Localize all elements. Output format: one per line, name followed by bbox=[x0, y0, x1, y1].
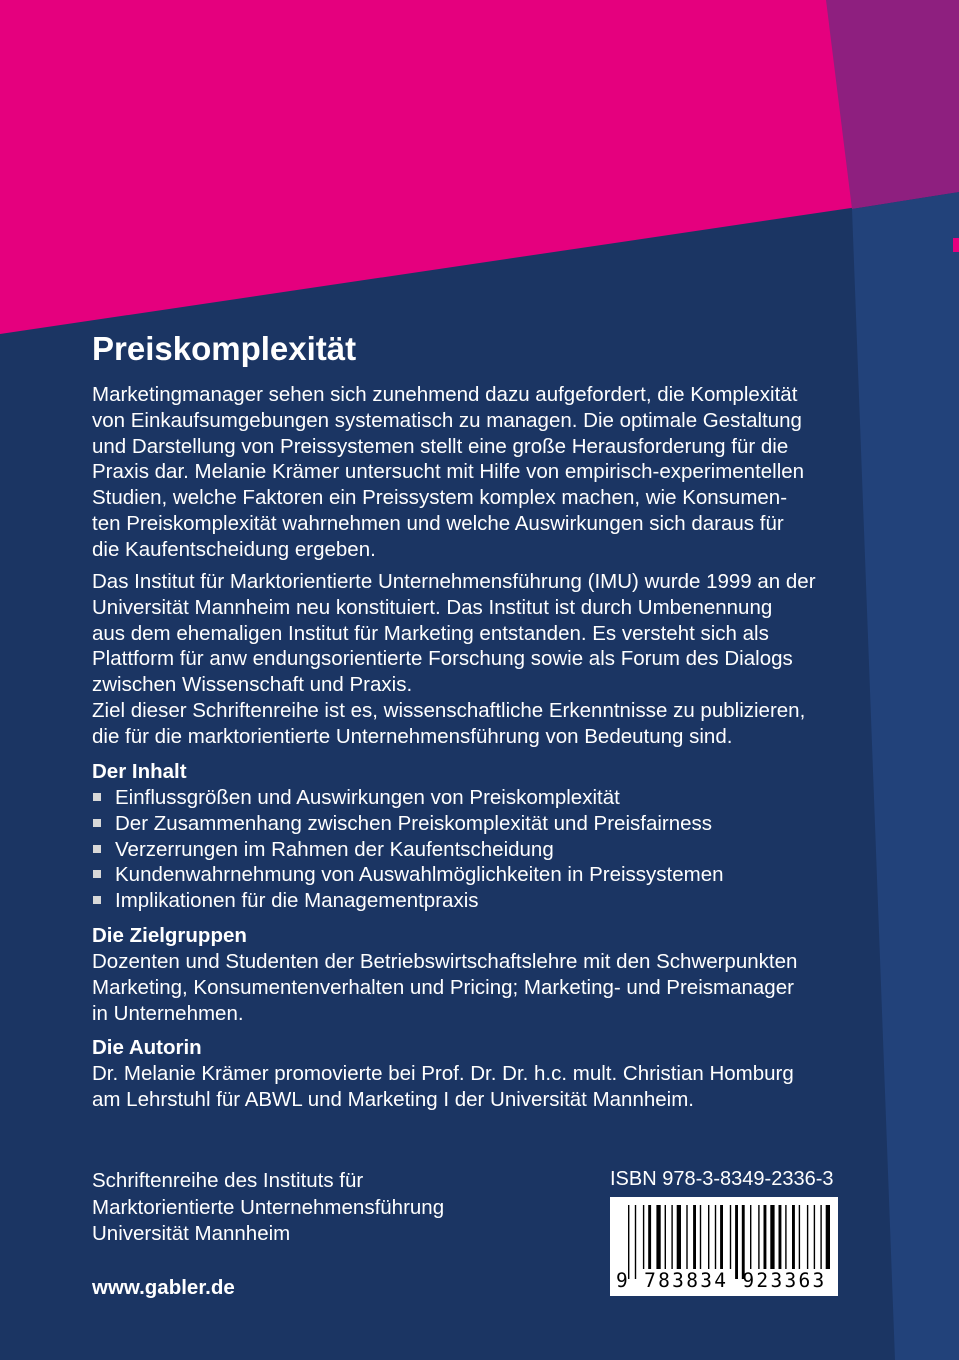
intro-line: und Darstellung von Preissystemen stellt eine große Herausforderung für die bbox=[92, 434, 789, 458]
autorin-heading: Die Autorin bbox=[92, 1036, 202, 1059]
intro-line: Studien, welche Faktoren ein Preissystem komplex machen, wie Konsumen- bbox=[92, 486, 788, 510]
list-item bbox=[92, 837, 724, 863]
barcode-bar bbox=[785, 1205, 786, 1269]
list-item-text: Kundenwahrnehmung von Auswahlmöglichkeiten in Preissystemen bbox=[115, 863, 724, 887]
list-item bbox=[92, 888, 724, 914]
institute-line: die für die marktorientierte Unternehmensführung von Bedeutung sind. bbox=[92, 724, 733, 748]
publisher-url: www.gabler.de bbox=[92, 1276, 235, 1299]
bullet-square-icon bbox=[93, 793, 101, 801]
barcode-bar bbox=[643, 1205, 644, 1269]
inhalt-heading: Der Inhalt bbox=[92, 760, 187, 783]
bullet-square-icon bbox=[93, 819, 101, 827]
intro-line: von Einkaufsumgebungen systematisch zu managen. Die optimale Gestaltung bbox=[92, 408, 802, 432]
zielgruppen-heading: Die Zielgruppen bbox=[92, 924, 247, 947]
barcode-bar bbox=[648, 1205, 651, 1269]
intro-paragraph bbox=[92, 382, 804, 563]
institute-line: Ziel dieser Schriftenreihe ist es, wissenschaftliche Erkenntnisse zu publizieren, bbox=[92, 698, 806, 722]
series-line: Marktorientierte Unternehmensführung bbox=[92, 1195, 445, 1219]
barcode-bar bbox=[656, 1205, 660, 1269]
autorin-line: Dr. Melanie Krämer promovierte bei Prof. Dr. Dr. h.c. mult. Christian Homburg bbox=[92, 1062, 794, 1085]
barcode-bar bbox=[720, 1205, 723, 1269]
barcode-bar bbox=[628, 1205, 629, 1279]
zielgruppen-paragraph bbox=[92, 949, 797, 1026]
list-item-text: Der Zusammenhang zwischen Preiskomplexität und Preisfairness bbox=[115, 811, 713, 835]
list-item bbox=[92, 811, 724, 837]
barcode-bar bbox=[635, 1205, 636, 1279]
zielgruppen-line: Dozenten und Studenten der Betriebswirtschaftslehre mit den Schwerpunkten bbox=[92, 950, 798, 973]
barcode-bar bbox=[770, 1205, 774, 1269]
institute-line: Universität Mannheim neu konstituiert. Das Institut ist durch Umbenennung bbox=[92, 595, 773, 619]
intro-line: Marketingmanager sehen sich zunehmend dazu aufgefordert, die Komplexität bbox=[92, 383, 798, 406]
barcode-bar bbox=[764, 1205, 767, 1269]
intro-line: ten Preiskomplexität wahrnehmen und welche Auswirkungen sich daraus für bbox=[92, 511, 784, 535]
list-item bbox=[92, 862, 724, 888]
barcode-bar bbox=[715, 1205, 716, 1269]
barcode-bar bbox=[708, 1205, 709, 1269]
zielgruppen-line: Marketing, Konsumentenverhalten und Pricing; Marketing- und Preismanager bbox=[92, 975, 794, 999]
barcode-bar bbox=[826, 1205, 830, 1269]
list-item-text: Verzerrungen im Rahmen der Kaufentscheidung bbox=[115, 837, 554, 861]
barcode-bar bbox=[750, 1205, 751, 1269]
bullet-square-icon bbox=[93, 845, 101, 853]
intro-line: Praxis dar. Melanie Krämer untersucht mit Hilfe von empirisch-experimentellen bbox=[92, 460, 805, 484]
series-line: Schriftenreihe des Instituts für bbox=[92, 1169, 364, 1192]
barcode-bar bbox=[814, 1205, 815, 1269]
list-item-text: Einflussgrößen und Auswirkungen von Preiskomplexität bbox=[115, 786, 620, 809]
isbn-number: ISBN 978-3-8349-2336-3 bbox=[610, 1168, 834, 1190]
barcode-bar bbox=[677, 1205, 681, 1269]
inhalt-list bbox=[92, 785, 724, 914]
barcode-bar bbox=[742, 1205, 745, 1279]
autorin-paragraph bbox=[92, 1061, 794, 1113]
series-info bbox=[92, 1168, 444, 1248]
bullet-square-icon bbox=[93, 870, 101, 878]
institute-line: Plattform für anw endungsorientierte Forschung sowie als Forum des Dialogs bbox=[92, 647, 793, 671]
barcode-bar bbox=[686, 1205, 687, 1269]
barcode bbox=[610, 1197, 838, 1296]
magenta-edge-mark bbox=[953, 238, 959, 252]
barcode-digits: 9 783834 923363 bbox=[616, 1269, 827, 1292]
book-title: Preiskomplexität bbox=[92, 330, 357, 367]
barcode-bar bbox=[792, 1205, 795, 1269]
list-item-text: Implikationen für die Managementpraxis bbox=[115, 889, 479, 913]
autorin-line: am Lehrstuhl für ABWL und Marketing I der Universität Mannheim. bbox=[92, 1087, 694, 1111]
intro-line: die Kaufentscheidung ergeben. bbox=[92, 537, 376, 561]
barcode-bar bbox=[735, 1205, 738, 1279]
list-item bbox=[92, 785, 724, 811]
institute-line: Das Institut für Marktorientierte Unternehmensführung (IMU) wurde 1999 an der bbox=[92, 570, 816, 593]
barcode-bar bbox=[671, 1205, 672, 1269]
barcode-bar bbox=[758, 1205, 759, 1269]
institute-line: zwischen Wissenschaft und Praxis. bbox=[92, 673, 413, 697]
barcode-bar bbox=[799, 1205, 800, 1269]
institute-paragraph bbox=[92, 569, 816, 750]
bullet-square-icon bbox=[93, 896, 101, 904]
barcode-bar bbox=[779, 1205, 782, 1269]
series-line: Universität Mannheim bbox=[92, 1222, 291, 1245]
institute-line: aus dem ehemaligen Institut für Marketing entstanden. Es versteht sich als bbox=[92, 621, 769, 645]
barcode-bar bbox=[700, 1205, 701, 1269]
barcode-bar bbox=[730, 1205, 731, 1269]
zielgruppen-line: in Unternehmen. bbox=[92, 1001, 244, 1025]
barcode-bar bbox=[665, 1205, 666, 1269]
barcode-bar bbox=[693, 1205, 696, 1269]
barcode-bar bbox=[807, 1205, 808, 1269]
barcode-bar bbox=[820, 1205, 821, 1269]
